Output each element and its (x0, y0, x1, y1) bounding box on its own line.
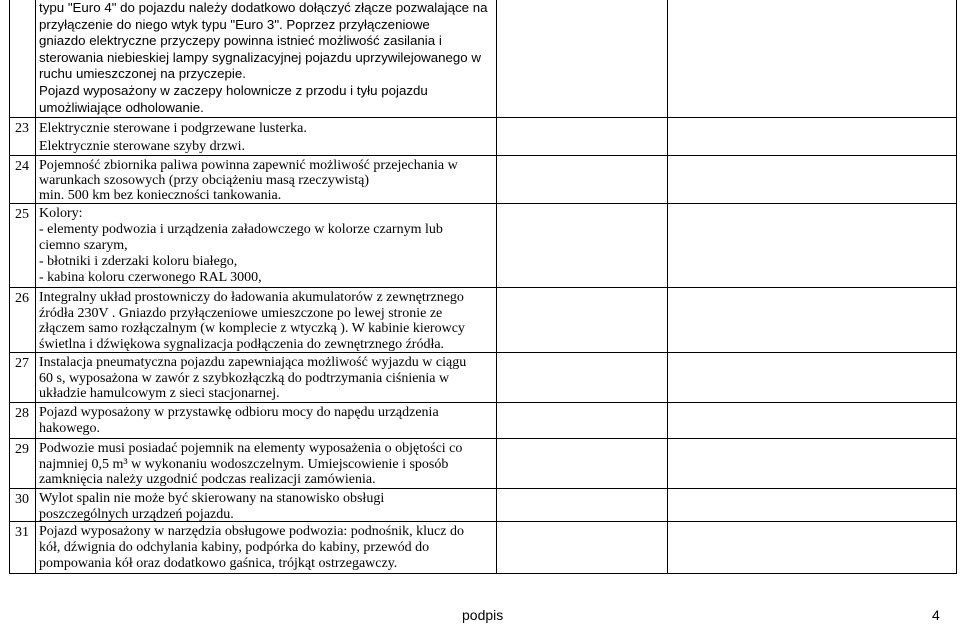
row-number: 25 (15, 207, 29, 222)
text-line: Pojemność zbiornika paliwa powinna zapewnić możliwość przejechania w (39, 158, 458, 173)
text-line: zamknięcia należy uzgodnić podczas realizacji zamówienia. (39, 472, 376, 487)
row-text (39, 405, 499, 437)
row-text (39, 355, 499, 402)
text-line: ruchu umieszczonej na przyczepie. (39, 66, 246, 82)
text-line: przyłączenie do niego wtyk typu "Euro 3". Poprzez przyłączeniowe (39, 16, 430, 32)
text-line: - błotniki i zderzaki koloru białego, (39, 254, 238, 269)
column-divider (667, 0, 668, 574)
table-row (9, 288, 957, 353)
row-number: 27 (15, 356, 29, 371)
text-line: poszczególnych urządzeń pojazdu. (39, 506, 234, 522)
text-line: źródła 230V . Gniazdo przyłączeniowe umieszczone po lewej stronie ze (39, 305, 443, 321)
row-text (39, 491, 499, 522)
text-line: Kolory: (39, 206, 83, 221)
row-number: 29 (15, 442, 29, 457)
text-line: świetlna i dźwiękowa sygnalizacja podłączenia do zewnętrznego źródła. (39, 336, 445, 352)
row-text (39, 290, 499, 352)
table-row (9, 439, 957, 489)
row-text (39, 120, 499, 156)
row-number: 24 (15, 159, 29, 174)
table-row (9, 522, 957, 574)
row-text (39, 206, 499, 286)
table-row (9, 353, 957, 403)
text-line: Wylot spalin nie może być skierowany na stanowisko obsługi (39, 491, 385, 506)
text-line: pompowania kół oraz dodatkowo gaśnica, trójkąt ostrzegawczy. (39, 556, 398, 571)
page-number: 4 (932, 607, 940, 623)
column-divider (496, 0, 497, 574)
text-line: Pojazd wyposażony w zaczepy holownicze z przodu i tyłu pojazdu (39, 82, 428, 98)
text-line: Podwozie musi posiadać pojemnik na elementy wyposażenia o objętości co (39, 441, 463, 456)
text-line: złączem samo rozłączalnym (w komplecie z wtyczką ). W kabinie kierowcy (39, 321, 465, 336)
row-number: 31 (15, 525, 29, 540)
text-line: warunkach szosowych (przy obciążeniu masą rzeczywistą) (39, 173, 370, 188)
text-line: Pojazd wyposażony w przystawkę odbioru mocy do napędu urządzenia (39, 405, 439, 420)
text-line: umożliwiające odholowanie. (39, 99, 204, 115)
row-number: 23 (15, 121, 29, 136)
text-line: gniazdo elektryczne przyczepy powinna istnieć możliwość zasilania i (39, 33, 442, 49)
row-number: 28 (15, 406, 29, 421)
text-line: Pojazd wyposażony w narzędzia obsługowe podwozia: podnośnik, klucz do (39, 524, 464, 539)
table-row (9, 204, 957, 288)
column-divider (35, 0, 36, 574)
table-row (9, 489, 957, 522)
text-line: najmniej 0,5 m³ w wykonaniu wodoszczelnym. Umiejscowienie i sposób (39, 456, 449, 472)
table-row (9, 156, 957, 204)
table-row (9, 403, 957, 439)
table-row (9, 0, 957, 118)
text-line: min. 500 km bez konieczności tankowania. (39, 188, 282, 203)
text-line: Instalacja pneumatyczna pojazdu zapewniająca możliwość wyjazdu w ciągu (39, 355, 467, 370)
row-text (39, 0, 499, 116)
row-text (39, 441, 499, 488)
text-line: kół, dźwignia do odchylania kabiny, podpórka do kabiny, przewód do (39, 540, 430, 555)
row-text (39, 524, 499, 572)
text-line: ciemno szarym, (39, 238, 128, 253)
row-number: 26 (15, 291, 29, 306)
row-text (39, 158, 499, 203)
row-number: 30 (15, 492, 29, 507)
text-line: sterowania niebieskiej lampy sygnalizacyjnej pojazdu uprzywilejowanego w (39, 49, 481, 65)
text-line: - elementy podwozia i urządzenia załadowczego w kolorze czarnym lub (39, 222, 443, 237)
signature-label: podpis (462, 607, 504, 623)
text-line: Elektrycznie sterowane szyby drzwi. (39, 139, 246, 154)
text-line: typu "Euro 4" do pojazdu należy dodatkowo dołączyć złącze pozwalające na (39, 0, 488, 15)
text-line: Integralny układ prostowniczy do ładowania akumulatorów z zewnętrznego (39, 290, 464, 305)
table-row (9, 118, 957, 156)
text-line: 60 s, wyposażona w zawór z szybkozłączką do podtrzymania ciśnienia w (39, 370, 450, 386)
text-line: - kabina koloru czerwonego RAL 3000, (39, 270, 262, 285)
row-number (9, 0, 35, 2)
text-line: hakowego. (39, 421, 101, 436)
text-line: Elektrycznie sterowane i podgrzewane lusterka. (39, 121, 307, 136)
column-divider (956, 0, 957, 574)
text-line: układzie hamulcowym z sieci stacjonarnej. (39, 386, 280, 401)
